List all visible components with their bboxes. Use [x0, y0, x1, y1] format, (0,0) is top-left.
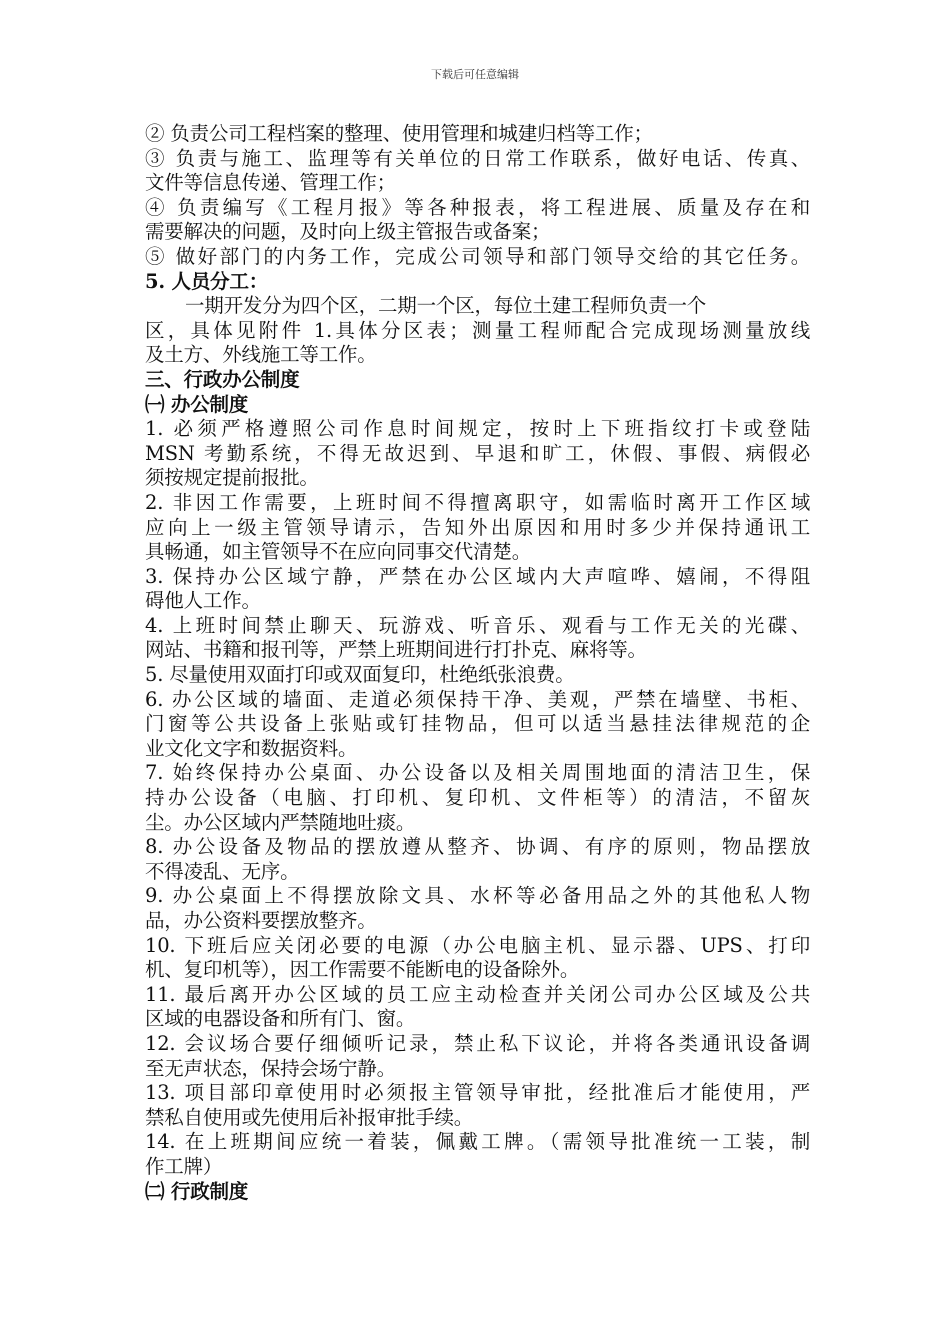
section-heading: ㈠ 办公制度: [145, 392, 249, 416]
text-line: 禁私自使用或先使用后补报审批手续。: [145, 1105, 474, 1129]
text-line: ② 负责公司工程档案的整理、使用管理和城建归档等工作；: [145, 122, 653, 145]
text-line: 碍他人工作。: [145, 589, 261, 613]
text-line: 需要解决的问题，及时向上级主管报告或备案；: [145, 220, 551, 244]
text-line: ④ 负责编写《工程月报》等各种报表，将工程进展、质量及存在和: [145, 195, 810, 219]
text-line: 3. 保持办公区域宁静，严禁在办公区域内大声喧哗、嬉闹，不得阻: [145, 564, 810, 588]
text-line: 尘。办公区域内严禁随地吐痰。: [145, 810, 416, 834]
document-body: [145, 122, 810, 1204]
text-line: 10. 下班后应关闭必要的电源（办公电脑主机、显示器、UPS、打印: [145, 933, 810, 957]
text-line: 7. 始终保持办公桌面、办公设备以及相关周围地面的清洁卫生，保: [145, 761, 810, 785]
text-line: 具畅通，如主管领导不在应向同事交代清楚。: [145, 540, 532, 564]
text-line: 11. 最后离开办公区域的员工应主动检查并关闭公司办公区域及公共: [145, 982, 810, 1006]
text-line: 区，具体见附件 1.具体分区表；测量工程师配合完成现场测量放线: [145, 318, 810, 342]
text-line: 门窗等公共设备上张贴或钉挂物品，但可以适当悬挂法律规范的企: [145, 712, 810, 736]
text-line: 应向上一级主管领导请示，告知外出原因和用时多少并保持通讯工: [145, 515, 810, 539]
text-line: 6. 办公区域的墙面、走道必须保持干净、美观，严禁在墙壁、书柜、: [145, 687, 810, 711]
text-line: ⑤ 做好部门的内务工作，完成公司领导和部门领导交给的其它任务。: [145, 244, 810, 268]
text-line: 不得凌乱、无序。: [145, 859, 300, 883]
text-line: 及土方、外线施工等工作。: [145, 343, 377, 367]
text-line: MSN 考勤系统，不得无故迟到、早退和旷工，休假、事假、病假必: [145, 441, 810, 465]
section-heading: ㈡ 行政制度: [145, 1179, 249, 1203]
text-line: 持办公设备（电脑、打印机、复印机、文件柜等）的清洁，不留灰: [145, 786, 810, 810]
text-line: 8. 办公设备及物品的摆放遵从整齐、协调、有序的原则，物品摆放: [145, 835, 810, 859]
text-line: 品，办公资料要摆放整齐。: [145, 909, 377, 932]
page-header: 下载后可任意编辑: [431, 68, 519, 81]
text-line: 网站、书籍和报刊等，严禁上班期间进行打扑克、麻将等。: [145, 638, 647, 662]
text-line: 9. 办公桌面上不得摆放除文具、水杯等必备用品之外的其他私人物: [145, 884, 810, 908]
text-line: 1. 必须严格遵照公司作息时间规定，按时上下班指纹打卡或登陆: [145, 417, 810, 441]
text-line: 一期开发分为四个区，二期一个区，每位土建工程师负责一个: [185, 294, 707, 318]
text-line: 区域的电器设备和所有门、窗。: [145, 1007, 416, 1031]
text-line: 14. 在上班期间应统一着装，佩戴工牌。（需领导批准统一工装，制: [145, 1130, 810, 1154]
text-line: ③ 负责与施工、监理等有关单位的日常工作联系，做好电话、传真、: [145, 146, 810, 170]
text-line: 5. 尽量使用双面打印或双面复印，杜绝纸张浪费。: [145, 663, 575, 687]
section-heading: 三、行政办公制度: [145, 367, 300, 391]
text-line: 作工牌）: [145, 1154, 223, 1178]
text-line: 12. 会议场合要仔细倾听记录，禁止私下议论，并将各类通讯设备调: [145, 1031, 810, 1055]
text-line: 13. 项目部印章使用时必须报主管领导审批，经批准后才能使用，严: [145, 1081, 810, 1105]
text-line: 4. 上班时间禁止聊天、玩游戏、听音乐、观看与工作无关的光碟、: [145, 613, 810, 637]
text-line: 2. 非因工作需要，上班时间不得擅离职守，如需临时离开工作区域: [145, 490, 810, 514]
text-line: 机、复印机等），因工作需要不能断电的设备除外。: [145, 958, 580, 982]
text-line: 业文化文字和数据资料。: [145, 736, 358, 760]
text-line: 至无声状态，保持会场宁静。: [145, 1056, 396, 1080]
text-line: 文件等信息传递、管理工作；: [145, 171, 396, 195]
section-heading: 5. 人员分工：: [145, 269, 269, 293]
text-line: 须按规定提前报批。: [145, 466, 319, 490]
